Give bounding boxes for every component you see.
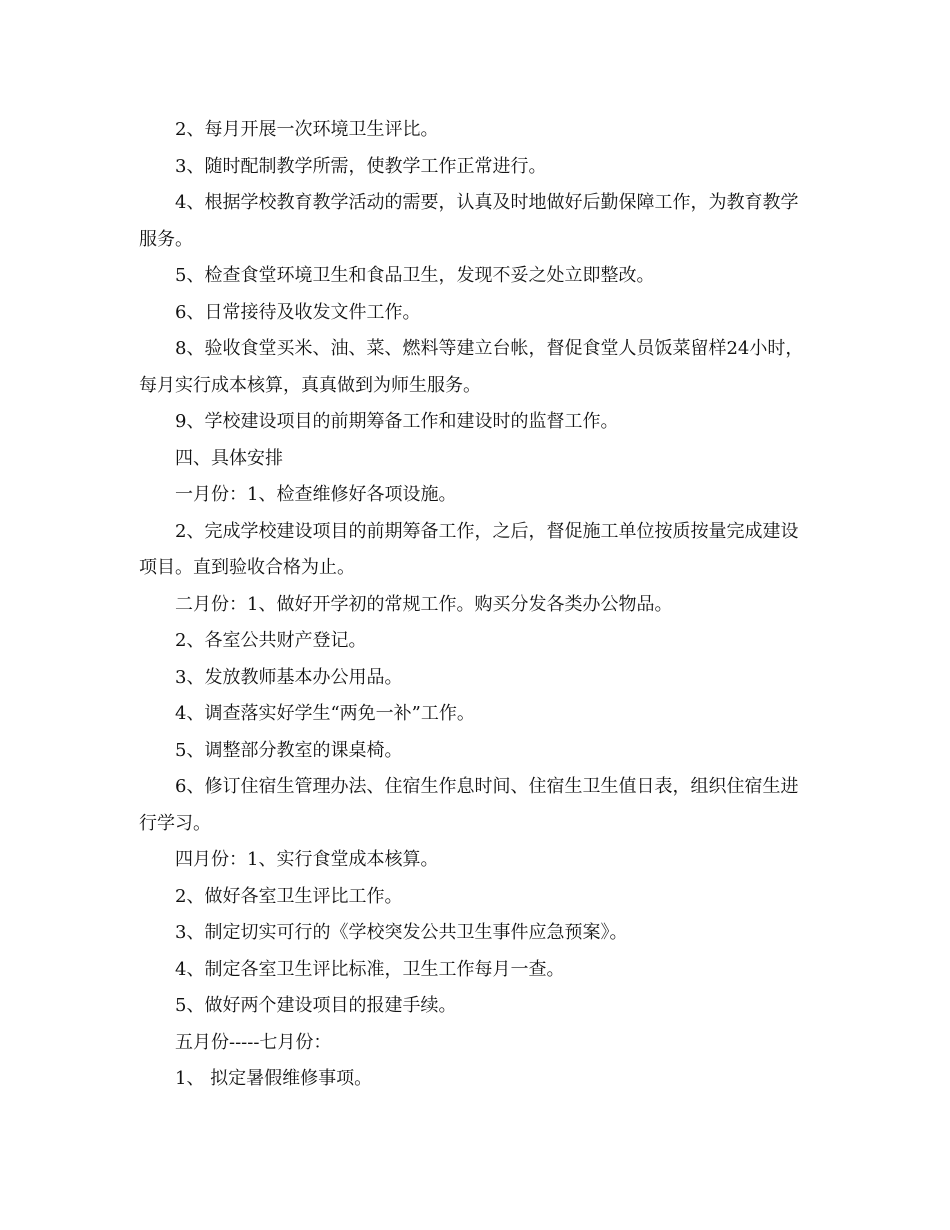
paragraph-6: 8、验收食堂买米、油、菜、燃料等建立台帐，督促食堂人员饭菜留样24小时，每月实行成本核算，真真做到为师生服务。 [139,338,804,396]
paragraph-20: 4、制定各室卫生评比标准，卫生工作每月一查。 [175,958,565,980]
paragraph-5: 6、日常接待及收发文件工作。 [175,301,421,323]
paragraph-9: 一月份：1、检查维修好各项设施。 [175,484,457,505]
paragraph-1: 2、每月开展一次环境卫生评比。 [175,119,439,140]
paragraph-21: 5、做好两个建设项目的报建手续。 [175,995,457,1016]
paragraph-22: 五月份-----七月份： [175,1031,332,1053]
section-heading: 四、具体安排 [175,447,283,469]
paragraph-11: 二月份：1、做好开学初的常规工作。购买分发各类办公物品。 [175,593,673,615]
paragraph-16: 6、修订住宿生管理办法、住宿生作息时间、住宿生卫生值日表，组织住宿生进行学习。 [139,776,799,834]
paragraph-19: 3、制定切实可行的《学校突发公共卫生事件应急预案》。 [175,922,628,943]
paragraph-12: 2、各室公共财产登记。 [175,630,367,651]
paragraph-23: 1、 拟定暑假维修事项。 [175,1068,373,1089]
paragraph-3: 4、根据学校教育教学活动的需要，认真及时地做好后勤保障工作，为教育教学服务。 [139,192,799,250]
paragraph-10: 2、完成学校建设项目的前期筹备工作，之后，督促施工单位按质按量完成建设项目。直到验收合格为止。 [139,520,799,578]
document-body [139,112,811,1098]
paragraph-14: 4、调查落实好学生“两免一补”工作。 [175,703,475,724]
paragraph-7: 9、学校建设项目的前期筹备工作和建设时的监督工作。 [175,411,619,432]
paragraph-18: 2、做好各室卫生评比工作。 [175,885,403,907]
paragraph-15: 5、调整部分教室的课桌椅。 [175,739,403,761]
paragraph-17: 四月份：1、实行食堂成本核算。 [175,849,439,870]
paragraph-2: 3、随时配制教学所需，使教学工作正常进行。 [175,155,547,177]
paragraph-13: 3、发放教师基本办公用品。 [175,666,403,688]
paragraph-4: 5、检查食堂环境卫生和食品卫生，发现不妥之处立即整改。 [175,265,655,286]
